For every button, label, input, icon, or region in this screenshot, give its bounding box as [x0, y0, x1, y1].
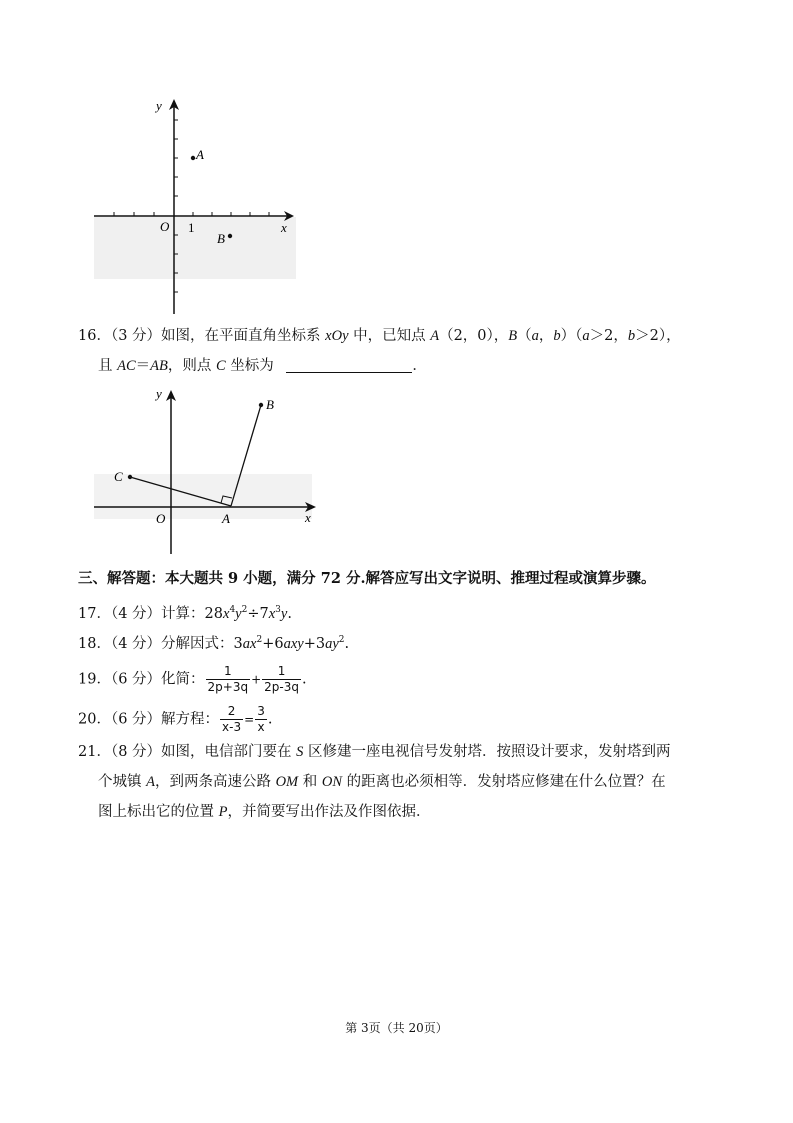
q21-number: 21． [78, 744, 111, 760]
q20-score: （6 分） [110, 711, 162, 728]
q19-operator: + [251, 672, 262, 687]
q16-text: ，则点 [167, 358, 216, 374]
q17-number: 17． [78, 606, 111, 622]
q17-label: 计算： [161, 606, 205, 622]
q21-line-3 [98, 802, 430, 822]
point-b-label: B [217, 231, 225, 246]
q21-score: （8 分） [110, 744, 162, 760]
q16-a-coords: （2，0）， [439, 328, 509, 344]
figure-coordinate-plane-2 [88, 384, 328, 556]
q18-line [78, 630, 349, 654]
q21-road-on: ON [321, 774, 343, 790]
q18-term: +6 [262, 636, 284, 652]
q16-text: ＞2）， [635, 328, 681, 344]
q17-var: x [223, 606, 230, 622]
q21-text: 区修建一座电视信号发射塔．按照设计要求，发射塔到两 [303, 744, 671, 760]
q18-score: （4 分） [110, 636, 162, 652]
q18-term: . [344, 636, 350, 652]
numerator: 3 [257, 704, 265, 718]
figure-coordinate-plane-1 [88, 92, 308, 318]
q16-line-2 [98, 356, 427, 376]
figure-shading [94, 474, 312, 519]
q21-town-a: A [146, 774, 155, 790]
q17-term: ÷7 [247, 606, 269, 622]
figure-shading [94, 217, 296, 279]
point-b-label: B [266, 397, 274, 412]
q16-text: 坐标为 [225, 358, 274, 374]
q21-point-p: P [218, 804, 228, 820]
q19-fraction-2 [262, 664, 301, 695]
point-b-dot [259, 403, 263, 407]
q21-text: 的距离也必须相等．发射塔应修建在什么位置？在 [342, 774, 666, 790]
y-axis-label: y [156, 386, 162, 401]
denominator: 2p-3q [264, 680, 300, 694]
q16-text: 如图，在平面直角坐标系 [161, 328, 326, 344]
x-axis-label: x [305, 510, 311, 525]
q17-exp: 4 [229, 605, 236, 615]
q19-number: 19． [78, 671, 111, 688]
q16-point-b: B [508, 328, 518, 344]
q21-text: ，并简要写出作法及作图依据． [227, 804, 431, 820]
q16-var-a: a [531, 328, 539, 344]
q17-term: 28 [204, 606, 223, 622]
q20-term: . [267, 711, 273, 728]
q16-score: （3 分） [110, 328, 162, 344]
q20-operator: = [244, 712, 255, 727]
q16-text: 中，已知点 [348, 328, 431, 344]
q21-road-om: OM [275, 774, 299, 790]
q21-region-s: S [296, 744, 304, 760]
q21-text: ，到两条高速公路 [154, 774, 276, 790]
section-3-heading: 三、解答题：本大题共 9 小题，满分 72 分.解答应写出文字说明、推理过程或演算步骤。 [78, 570, 656, 587]
q21-text: 个城镇 [98, 774, 147, 790]
q20-number: 20． [78, 711, 111, 728]
q18-term: 3 [233, 636, 243, 652]
q18-label: 分解因式： [161, 636, 234, 652]
point-a-dot [191, 156, 195, 160]
denominator: x-3 [222, 720, 242, 734]
denominator: 2p+3q [207, 680, 249, 694]
point-c-dot [128, 475, 132, 479]
q16-var-b: b [627, 328, 636, 344]
q17-score: （4 分） [110, 606, 162, 622]
q16-text: ＝ [135, 358, 151, 374]
q16-xoy: xOy [325, 328, 349, 344]
x-axis-label: x [281, 220, 287, 235]
q16-text: ． [412, 358, 427, 374]
q19-fraction-1 [206, 664, 251, 695]
origin-label: O [156, 511, 166, 526]
q19-score: （6 分） [110, 671, 162, 688]
q17-term: . [287, 606, 292, 622]
origin-label: O [160, 219, 170, 234]
page-footer: 第 3页（共 20页） [345, 1021, 448, 1035]
q19-label: 化简： [161, 671, 205, 688]
q16-point-c: C [215, 358, 226, 374]
q16-text: （ [517, 328, 532, 344]
q20-line [78, 704, 272, 735]
tick-label-one: 1 [188, 220, 195, 235]
numerator: 1 [224, 664, 232, 678]
numerator: 2 [227, 704, 236, 718]
q16-ab: AB [150, 358, 168, 374]
q18-number: 18． [78, 636, 111, 652]
numerator: 1 [277, 664, 286, 678]
q21-line-1 [78, 742, 671, 762]
q18-var: axy [283, 636, 304, 652]
q17-var: x [268, 606, 276, 622]
q16-ac: AC [117, 358, 136, 374]
point-b-dot [228, 234, 232, 238]
q20-fraction-1 [220, 704, 243, 735]
q21-text: 如图，电信部门要在 [161, 744, 297, 760]
point-c-label: C [114, 469, 123, 484]
q16-line-1 [78, 326, 681, 346]
q16-point-a: A [430, 328, 440, 344]
q19-term: . [302, 671, 307, 688]
q21-line-2 [98, 772, 666, 792]
y-axis-label: y [156, 98, 162, 113]
q20-fraction-2 [255, 704, 267, 735]
point-a-label: A [222, 511, 230, 526]
q18-exp: 2 [338, 635, 345, 645]
q20-label: 解方程： [161, 711, 220, 728]
q21-text: 图上标出它的位置 [98, 804, 219, 820]
q18-var: ay [325, 636, 339, 652]
q17-var: y [280, 606, 288, 622]
q16-var-b: b [553, 328, 561, 344]
q17-exp: 2 [241, 605, 248, 615]
q17-var: y [235, 606, 242, 622]
q18-exp: 2 [256, 635, 263, 645]
q16-var-a: a [582, 328, 590, 344]
q18-var: ax [242, 636, 257, 652]
denominator: x [255, 719, 267, 735]
q18-term: +3 [303, 636, 326, 652]
q19-line [78, 664, 307, 695]
answer-blank[interactable] [286, 358, 412, 373]
q16-text: 且 [98, 358, 118, 374]
q16-text: ＞2， [589, 328, 628, 344]
q16-number: 16． [78, 328, 111, 344]
q21-text: 和 [298, 774, 322, 790]
q16-text: ， [538, 328, 554, 344]
q17-exp: 3 [275, 605, 281, 615]
q17-line [78, 600, 292, 624]
point-a-label: A [196, 147, 204, 162]
q16-text: ）（ [560, 328, 583, 344]
